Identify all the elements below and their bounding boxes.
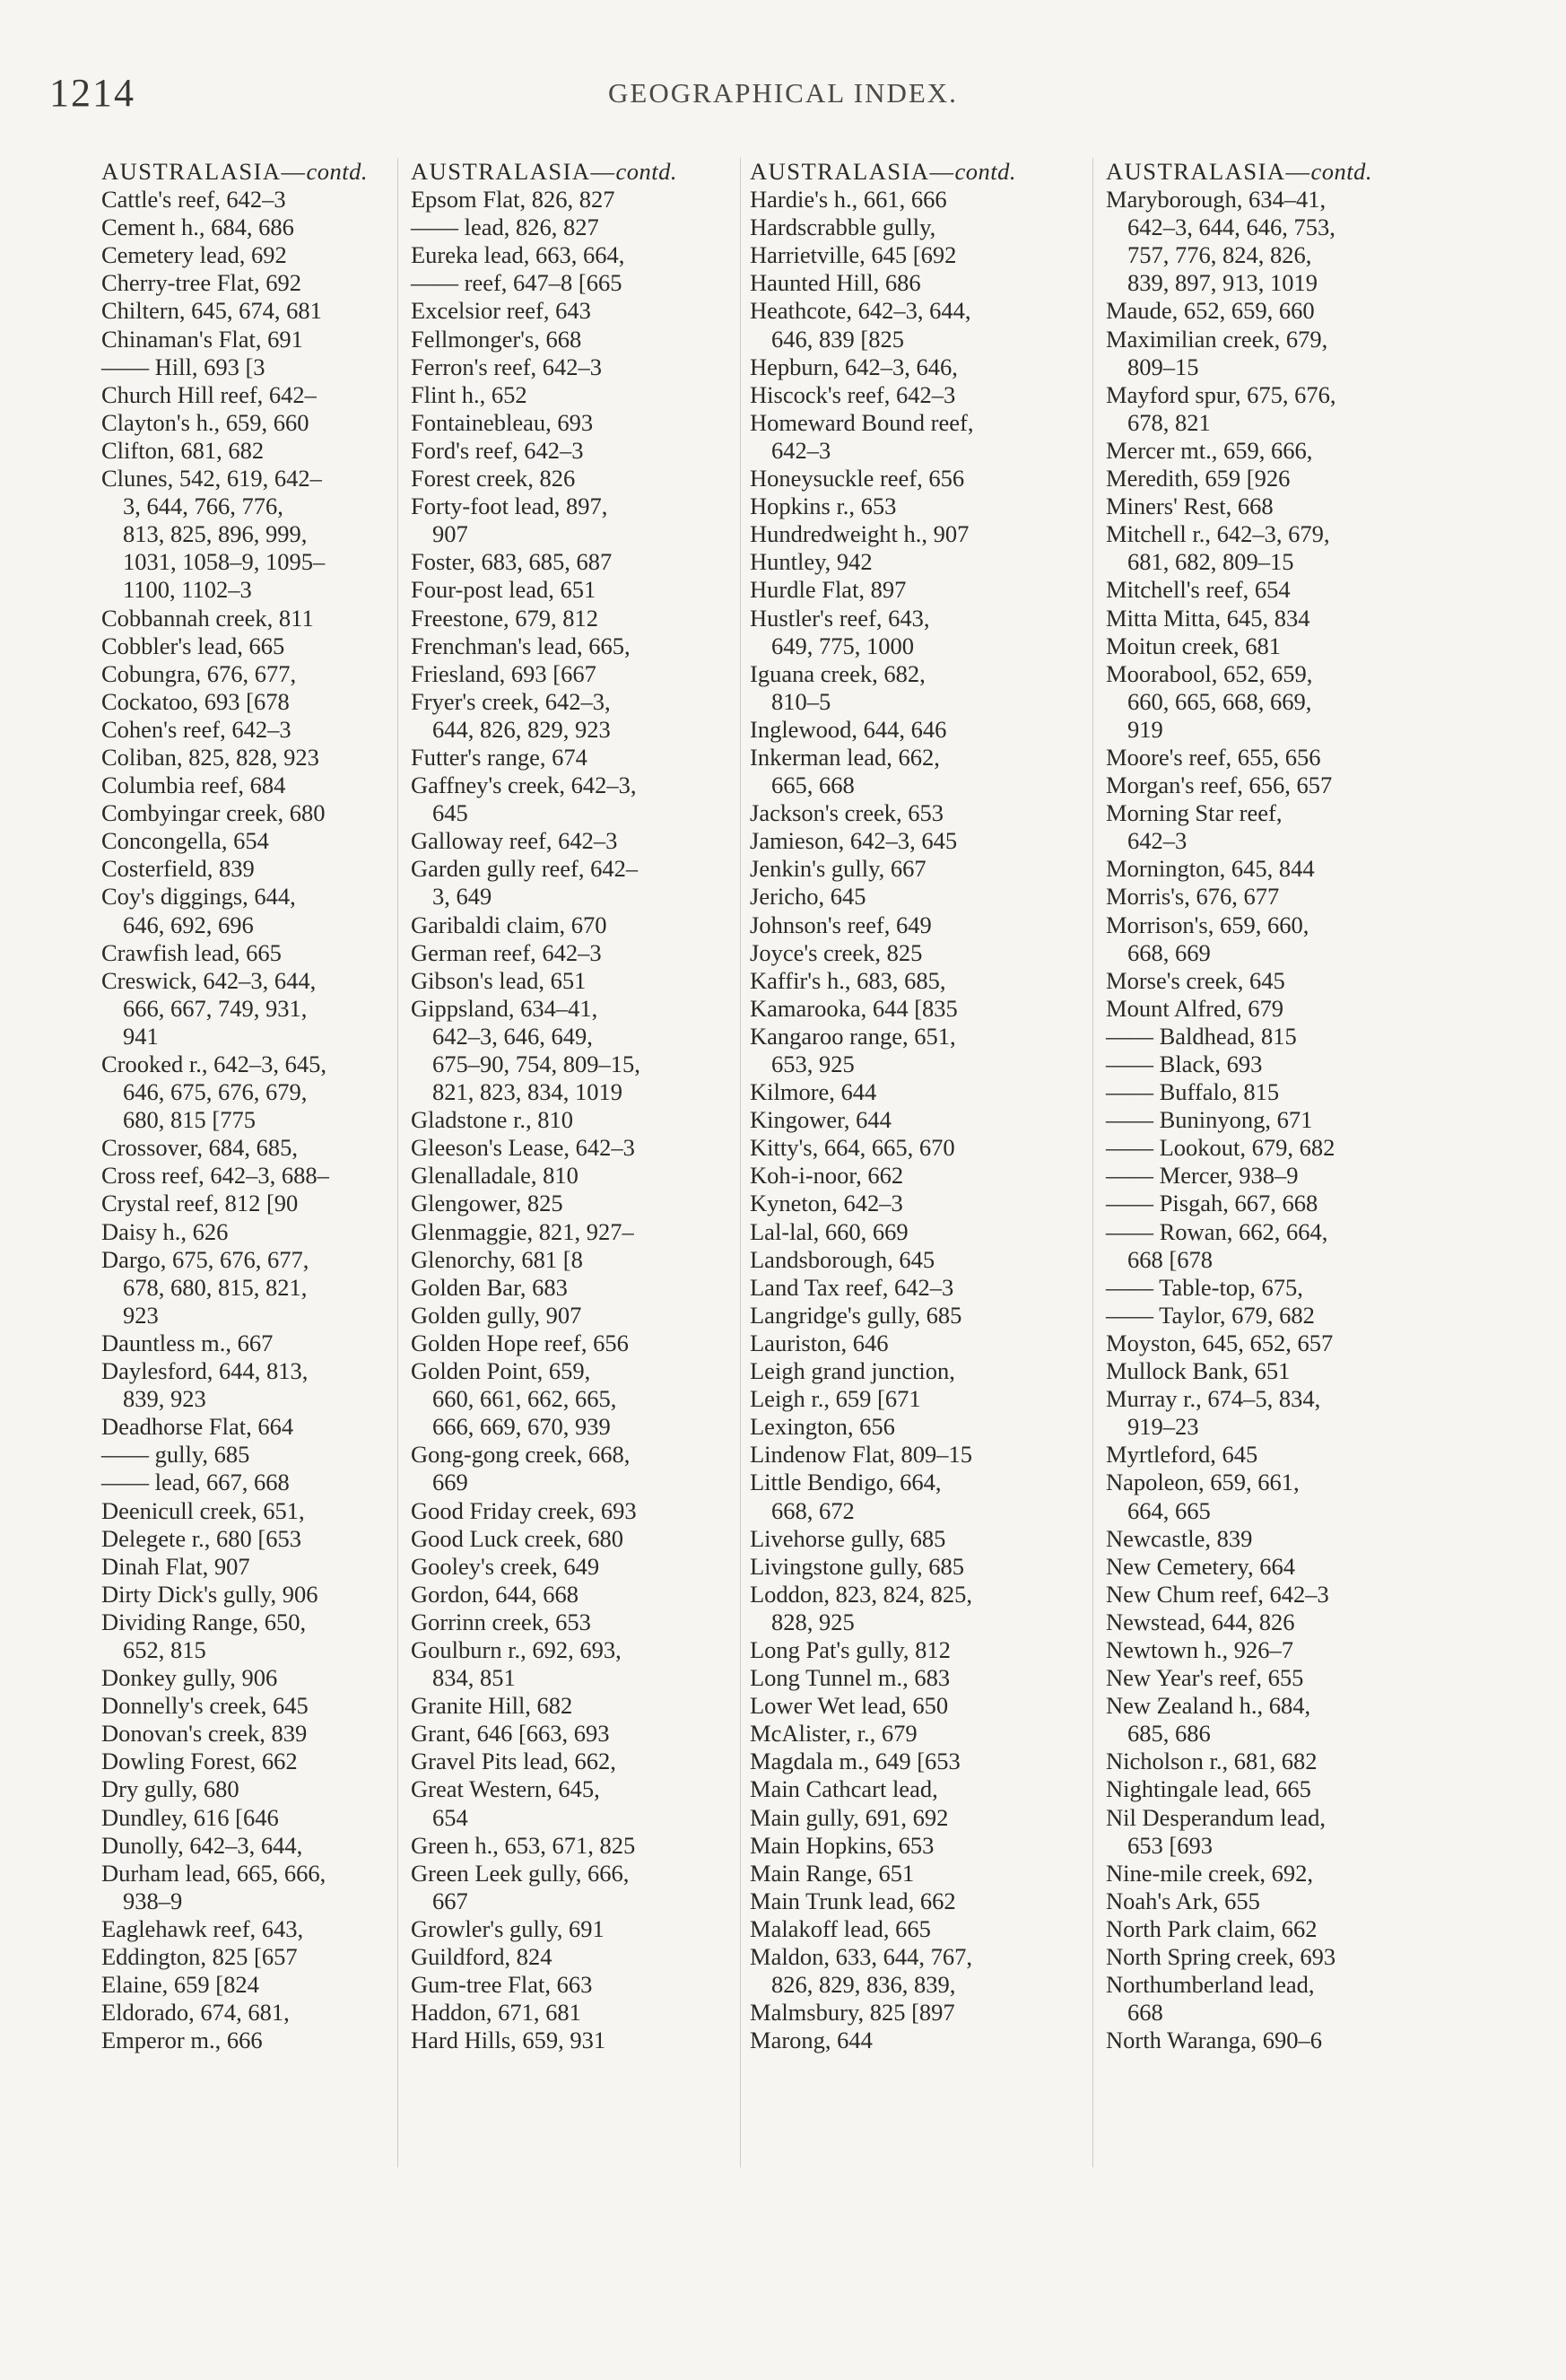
region-heading — [750, 158, 1082, 186]
index-entry: Gorrinn creek, 653 — [411, 1608, 591, 1635]
index-entry: Glengower, 825 — [411, 1190, 563, 1217]
index-entry: Jenkin's gully, 667 — [750, 855, 927, 883]
index-entry-continuation: 685, 686 — [1127, 1720, 1211, 1748]
index-entry: Mayford spur, 675, 676, — [1106, 380, 1336, 408]
index-entry: Moorabool, 652, 659, — [1106, 659, 1313, 687]
index-column-1 — [101, 158, 433, 2054]
index-entry-continuation: 645 — [432, 799, 468, 827]
index-entry: Crossover, 684, 685, — [101, 1134, 299, 1162]
index-entry: —— lead, 667, 668 — [101, 1469, 290, 1496]
index-entry: Langridge's gully, 685 — [750, 1301, 962, 1329]
column-divider — [1092, 158, 1093, 2167]
index-entry-continuation: 810–5 — [771, 687, 831, 715]
index-entry: Eaglehawk reef, 643, — [101, 1914, 304, 1942]
index-entry: Eureka lead, 663, 664, — [411, 241, 625, 269]
index-entry: Haddon, 671, 681 — [411, 1999, 581, 2027]
index-entry: Clayton's h., 659, 660 — [101, 408, 309, 436]
index-entry: Goulburn r., 692, 693, — [411, 1635, 622, 1663]
index-entry: Hardscrabble gully, — [750, 214, 936, 241]
index-entry: Fontainebleau, 693 — [411, 408, 594, 436]
index-entry: Donnelly's creek, 645 — [101, 1692, 309, 1720]
index-entry-continuation: 653, 925 — [771, 1051, 855, 1077]
index-entry: Dividing Range, 650, — [101, 1608, 307, 1635]
index-entry: Jackson's creek, 653 — [750, 799, 944, 827]
index-entry: Lal-lal, 660, 669 — [750, 1217, 909, 1245]
index-entry: New Chum reef, 642–3 — [1106, 1580, 1329, 1608]
index-entry: Marong, 644 — [750, 2027, 873, 2054]
index-entry: Clifton, 681, 682 — [101, 436, 265, 464]
index-entry: Deadhorse Flat, 664 — [101, 1413, 294, 1441]
index-entry: Epsom Flat, 826, 827 — [411, 186, 615, 214]
index-entry: Hard Hills, 659, 931 — [411, 2027, 606, 2054]
index-entry: Morning Star reef, — [1106, 799, 1283, 827]
index-entry: Church Hill reef, 642– — [101, 380, 317, 408]
index-entry: North Waranga, 690–6 — [1106, 2027, 1322, 2054]
index-entry-continuation: 654 — [432, 1803, 468, 1831]
index-entry: Friesland, 693 [667 — [411, 659, 596, 687]
index-entry: Forty-foot lead, 897, — [411, 493, 608, 520]
index-entry-continuation: 652, 815 — [123, 1635, 206, 1663]
index-entry: Glenorchy, 681 [8 — [411, 1245, 583, 1273]
index-entry: Dauntless m., 667 — [101, 1329, 274, 1356]
index-entry: Gippsland, 634–41, — [411, 994, 598, 1022]
index-entry: Crawfish lead, 665 — [101, 938, 282, 966]
index-entry: New Zealand h., 684, — [1106, 1692, 1311, 1720]
index-entry: Donkey gully, 906 — [101, 1664, 278, 1692]
index-entry: Morrison's, 659, 660, — [1106, 911, 1309, 938]
index-entry: Green h., 653, 671, 825 — [411, 1831, 636, 1859]
index-entry-continuation: 668, 672 — [771, 1496, 855, 1524]
index-entry: Hopkins r., 653 — [750, 493, 897, 520]
index-column-2 — [411, 158, 743, 2054]
index-entry: Clunes, 542, 619, 642– — [101, 465, 322, 493]
index-entry: Cobbler's lead, 665 — [101, 632, 285, 659]
index-entry: Maryborough, 634–41, — [1106, 186, 1327, 214]
index-entry: Dundley, 616 [646 — [101, 1803, 279, 1831]
index-entry: Napoleon, 659, 661, — [1106, 1469, 1300, 1496]
index-entry-continuation: 1100, 1102–3 — [123, 576, 252, 604]
region-heading — [101, 158, 433, 186]
index-entry: Meredith, 659 [926 — [1106, 465, 1291, 493]
index-entry: Hepburn, 642–3, 646, — [750, 353, 958, 380]
index-entry: Hiscock's reef, 642–3 — [750, 380, 956, 408]
index-entry: Freestone, 679, 812 — [411, 604, 599, 632]
index-entry-continuation: 642–3, 646, 649, — [432, 1022, 593, 1050]
index-entry-continuation: 826, 829, 836, 839, — [771, 1971, 956, 1999]
index-entry: Joyce's creek, 825 — [750, 938, 923, 966]
index-entry: Lindenow Flat, 809–15 — [750, 1441, 973, 1469]
index-entry: North Spring creek, 693 — [1106, 1943, 1336, 1970]
index-entry: Cobbannah creek, 811 — [101, 604, 314, 632]
index-entry: Huntley, 942 — [750, 548, 873, 576]
index-entry: Johnson's reef, 649 — [750, 911, 932, 938]
index-entry: McAlister, r., 679 — [750, 1720, 918, 1748]
index-entry: Dry gully, 680 — [101, 1775, 239, 1803]
index-entry: Landsborough, 645 — [750, 1245, 935, 1273]
index-entry: Frenchman's lead, 665, — [411, 632, 631, 659]
index-entry: —— Mercer, 938–9 — [1106, 1162, 1299, 1190]
index-entry: —— Rowan, 662, 664, — [1106, 1217, 1328, 1245]
index-entry: Cobungra, 676, 677, — [101, 659, 297, 687]
index-entry: Gum-tree Flat, 663 — [411, 1971, 593, 1999]
index-entry: Ford's reef, 642–3 — [411, 436, 584, 464]
index-entry: Good Friday creek, 693 — [411, 1496, 637, 1524]
region-name: AUSTRALASIA— — [1106, 158, 1311, 185]
index-entry: Maximilian creek, 679, — [1106, 325, 1328, 353]
index-entry: Granite Hill, 682 — [411, 1692, 573, 1720]
index-entry: Myrtleford, 645 — [1106, 1441, 1258, 1469]
index-entry: Moyston, 645, 652, 657 — [1106, 1329, 1334, 1356]
index-entry: Land Tax reef, 642–3 — [750, 1273, 954, 1301]
index-entry: Cohen's reef, 642–3 — [101, 715, 291, 743]
index-entry: —— Buninyong, 671 — [1106, 1106, 1313, 1134]
index-entry: Donovan's creek, 839 — [101, 1720, 308, 1748]
index-entry-continuation: 919 — [1127, 715, 1163, 743]
index-entry: Gravel Pits lead, 662, — [411, 1748, 616, 1775]
region-heading — [1106, 158, 1438, 186]
index-entry: Livingstone gully, 685 — [750, 1552, 964, 1580]
index-entry: Gibson's lead, 651 — [411, 966, 587, 994]
index-entry: Nil Desperandum lead, — [1106, 1803, 1327, 1831]
index-entry-continuation: 653 [693 — [1127, 1831, 1213, 1859]
index-entry: Dowling Forest, 662 — [101, 1748, 298, 1775]
index-entry: Garibaldi claim, 670 — [411, 911, 607, 938]
index-entry: Cemetery lead, 692 — [101, 241, 287, 269]
index-entry: Main Range, 651 — [750, 1859, 915, 1887]
index-entry: Mount Alfred, 679 — [1106, 994, 1283, 1022]
index-entry: —— Lookout, 679, 682 — [1106, 1134, 1335, 1162]
index-entry: Main Hopkins, 653 — [750, 1831, 935, 1859]
index-entry: Mullock Bank, 651 — [1106, 1357, 1291, 1385]
index-entry: Flint h., 652 — [411, 380, 527, 408]
index-entry: Columbia reef, 684 — [101, 772, 286, 799]
index-entry: Kyneton, 642–3 — [750, 1190, 903, 1217]
index-entry: Galloway reef, 642–3 — [411, 827, 618, 855]
index-entry: Cross reef, 642–3, 688– — [101, 1162, 329, 1190]
index-entry: Crooked r., 642–3, 645, — [101, 1051, 326, 1077]
region-contd: contd. — [1310, 158, 1373, 185]
index-entry-continuation: 923 — [123, 1301, 159, 1329]
index-entry: Golden Point, 659, — [411, 1357, 591, 1385]
index-entry-continuation: 907 — [432, 520, 468, 548]
index-entry: Leigh grand junction, — [750, 1357, 955, 1385]
index-entry: Morse's creek, 645 — [1106, 966, 1285, 994]
index-entry: Koh-i-noor, 662 — [750, 1162, 904, 1190]
index-entry: Growler's gully, 691 — [411, 1914, 605, 1942]
index-entry-continuation: 821, 823, 834, 1019 — [432, 1078, 622, 1106]
index-entry-continuation: 938–9 — [123, 1887, 183, 1914]
index-entry-continuation: 809–15 — [1127, 353, 1199, 380]
index-entry-continuation: 646, 692, 696 — [123, 911, 254, 938]
region-name: AUSTRALASIA— — [750, 158, 955, 185]
region-name: AUSTRALASIA— — [101, 158, 307, 185]
index-entry: Iguana creek, 682, — [750, 659, 926, 687]
index-entry: Daylesford, 644, 813, — [101, 1357, 309, 1385]
index-entry: Concongella, 654 — [101, 827, 269, 855]
index-entry: Maude, 652, 659, 660 — [1106, 297, 1315, 325]
index-entry-continuation: 667 — [432, 1887, 468, 1914]
index-entry: Lexington, 656 — [750, 1413, 895, 1441]
index-entry: Malmsbury, 825 [897 — [750, 1999, 955, 2027]
index-entry: Golden Bar, 683 — [411, 1273, 568, 1301]
index-entry: Kilmore, 644 — [750, 1078, 877, 1106]
index-entry-continuation: 668 [678 — [1127, 1245, 1213, 1273]
index-entry: Daisy h., 626 — [101, 1217, 229, 1245]
index-entry: Eldorado, 674, 681, — [101, 1999, 290, 2027]
index-entry: Loddon, 823, 824, 825, — [750, 1580, 973, 1608]
index-entry: Nicholson r., 681, 682 — [1106, 1748, 1318, 1775]
index-entry: —— Hill, 693 [3 — [101, 353, 265, 380]
index-entry-continuation: 666, 669, 670, 939 — [432, 1413, 611, 1441]
index-entry: Delegete r., 680 [653 — [101, 1524, 301, 1552]
index-entry: Costerfield, 839 — [101, 855, 255, 883]
index-entry: Gaffney's creek, 642–3, — [411, 772, 637, 799]
index-entry: Glenalladale, 810 — [411, 1162, 579, 1190]
index-entry-continuation: 813, 825, 896, 999, — [123, 520, 308, 548]
index-entry: Heathcote, 642–3, 644, — [750, 297, 971, 325]
index-entry: Homeward Bound reef, — [750, 408, 974, 436]
index-column-4 — [1106, 158, 1438, 2054]
index-entry: —— Buffalo, 815 — [1106, 1078, 1280, 1106]
index-entry: —— Table-top, 675, — [1106, 1273, 1303, 1301]
index-entry: Hurdle Flat, 897 — [750, 576, 907, 604]
index-entry: Main Cathcart lead, — [750, 1775, 938, 1803]
index-entry: —— Pisgah, 667, 668 — [1106, 1190, 1318, 1217]
index-entry: Newstead, 644, 826 — [1106, 1608, 1295, 1635]
index-entry: Elaine, 659 [824 — [101, 1971, 259, 1999]
index-entry: Durham lead, 665, 666, — [101, 1859, 326, 1887]
region-name: AUSTRALASIA— — [411, 158, 616, 185]
index-entry-continuation: 649, 775, 1000 — [771, 632, 914, 659]
index-entry: Noah's Ark, 655 — [1106, 1887, 1260, 1914]
index-entry: Mitchell's reef, 654 — [1106, 576, 1291, 604]
index-entry: Malakoff lead, 665 — [750, 1914, 931, 1942]
index-entry: Miners' Rest, 668 — [1106, 493, 1274, 520]
index-entry-continuation: 3, 644, 766, 776, — [123, 493, 283, 520]
index-entry-continuation: 680, 815 [775 — [123, 1106, 256, 1134]
index-entry: —— Black, 693 — [1106, 1051, 1263, 1077]
index-entry: Four-post lead, 651 — [411, 576, 596, 604]
index-entry: Kangaroo range, 651, — [750, 1022, 956, 1050]
index-columns — [101, 158, 1501, 2356]
index-entry: Gladstone r., 810 — [411, 1106, 574, 1134]
index-entry: —— lead, 826, 827 — [411, 214, 599, 241]
index-entry: Glenmaggie, 821, 927– — [411, 1217, 634, 1245]
index-entry-continuation: 757, 776, 824, 826, — [1127, 241, 1312, 269]
index-entry: Magdala m., 649 [653 — [750, 1748, 961, 1775]
index-entry: Haunted Hill, 686 — [750, 269, 921, 297]
index-entry: Newtown h., 926–7 — [1106, 1635, 1294, 1663]
index-entry-continuation: 941 — [123, 1022, 159, 1050]
index-entry-continuation: 675–90, 754, 809–15, — [432, 1051, 640, 1077]
index-entry-continuation: 681, 682, 809–15 — [1127, 548, 1294, 576]
index-entry-continuation: 669 — [432, 1469, 468, 1496]
index-entry: Deenicull creek, 651, — [101, 1496, 305, 1524]
index-entry: Main gully, 691, 692 — [750, 1803, 949, 1831]
index-entry: Moore's reef, 655, 656 — [1106, 743, 1321, 771]
index-entry: —— Baldhead, 815 — [1106, 1022, 1297, 1050]
index-entry-continuation: 839, 897, 913, 1019 — [1127, 269, 1318, 297]
index-entry: Little Bendigo, 664, — [750, 1469, 942, 1496]
index-entry: Moitun creek, 681 — [1106, 632, 1282, 659]
index-entry: Chinaman's Flat, 691 — [101, 325, 303, 353]
index-entry: Mercer mt., 659, 666, — [1106, 436, 1313, 464]
index-entry: Chiltern, 645, 674, 681 — [101, 297, 322, 325]
index-entry: Guildford, 824 — [411, 1943, 552, 1970]
index-entry: Green Leek gully, 666, — [411, 1859, 630, 1887]
region-heading — [411, 158, 743, 186]
index-entry-continuation: 828, 925 — [771, 1608, 855, 1635]
index-entry: Dunolly, 642–3, 644, — [101, 1831, 303, 1859]
index-entry: Nightingale lead, 665 — [1106, 1775, 1311, 1803]
index-entry: Good Luck creek, 680 — [411, 1524, 623, 1552]
index-entry: Eddington, 825 [657 — [101, 1943, 298, 1970]
index-entry-continuation: 839, 923 — [123, 1385, 206, 1413]
index-entry-continuation: 660, 661, 662, 665, — [432, 1385, 617, 1413]
index-entry: Gleeson's Lease, 642–3 — [411, 1134, 635, 1162]
index-entry: Creswick, 642–3, 644, — [101, 966, 317, 994]
index-entry: Nine-mile creek, 692, — [1106, 1859, 1314, 1887]
index-entry: Gooley's creek, 649 — [411, 1552, 600, 1580]
index-entry: Hustler's reef, 643, — [750, 604, 930, 632]
index-entry-continuation: 668 — [1127, 1999, 1163, 2027]
index-entry: Great Western, 645, — [411, 1775, 600, 1803]
index-entry: Forest creek, 826 — [411, 465, 576, 493]
index-entry: Main Trunk lead, 662 — [750, 1887, 956, 1914]
index-entry-continuation: 642–3, 644, 646, 753, — [1127, 214, 1335, 241]
index-entry: North Park claim, 662 — [1106, 1914, 1318, 1942]
index-entry: Mitta Mitta, 645, 834 — [1106, 604, 1310, 632]
index-entry-continuation: 665, 668 — [771, 772, 855, 799]
index-entry: Emperor m., 666 — [101, 2027, 263, 2054]
index-entry: Futter's range, 674 — [411, 743, 587, 771]
index-entry: Golden Hope reef, 656 — [411, 1329, 629, 1356]
index-entry-continuation: 678, 821 — [1127, 408, 1211, 436]
index-entry: Inglewood, 644, 646 — [750, 715, 947, 743]
index-entry: Garden gully reef, 642– — [411, 855, 639, 883]
index-entry: Foster, 683, 685, 687 — [411, 548, 613, 576]
index-entry-continuation: 664, 665 — [1127, 1496, 1211, 1524]
running-head: GEOGRAPHICAL INDEX. — [608, 77, 958, 109]
index-entry: Lower Wet lead, 650 — [750, 1692, 949, 1720]
index-entry: Ferron's reef, 642–3 — [411, 353, 603, 380]
index-entry: Long Pat's gully, 812 — [750, 1635, 951, 1663]
index-entry: Mornington, 645, 844 — [1106, 855, 1315, 883]
index-entry: Maldon, 633, 644, 767, — [750, 1943, 973, 1970]
index-entry: Dirty Dick's gully, 906 — [101, 1580, 318, 1608]
index-entry: Hundredweight h., 907 — [750, 520, 970, 548]
index-entry-continuation: 666, 667, 749, 931, — [123, 994, 308, 1022]
index-entry: Coliban, 825, 828, 923 — [101, 743, 319, 771]
index-entry: Cement h., 684, 686 — [101, 214, 294, 241]
index-entry: German reef, 642–3 — [411, 938, 602, 966]
index-entry: Long Tunnel m., 683 — [750, 1664, 951, 1692]
index-entry: Hardie's h., 661, 666 — [750, 186, 947, 214]
index-entry: Cherry-tree Flat, 692 — [101, 269, 301, 297]
index-entry: New Cemetery, 664 — [1106, 1552, 1295, 1580]
index-entry: Jericho, 645 — [750, 883, 866, 911]
index-entry: New Year's reef, 655 — [1106, 1664, 1304, 1692]
index-entry: Newcastle, 839 — [1106, 1524, 1253, 1552]
index-entry: Northumberland lead, — [1106, 1971, 1315, 1999]
index-entry: Grant, 646 [663, 693 — [411, 1720, 610, 1748]
index-entry-continuation: 919–23 — [1127, 1413, 1199, 1441]
index-entry-continuation: 646, 839 [825 — [771, 325, 904, 353]
index-entry: Dinah Flat, 907 — [101, 1552, 250, 1580]
index-entry: Mitchell r., 642–3, 679, — [1106, 520, 1330, 548]
index-entry-continuation: 642–3 — [771, 436, 831, 464]
index-entry: Dargo, 675, 676, 677, — [101, 1245, 309, 1273]
index-entry-continuation: 660, 665, 668, 669, — [1127, 687, 1312, 715]
index-entry: Combyingar creek, 680 — [101, 799, 326, 827]
index-entry-continuation: 668, 669 — [1127, 938, 1211, 966]
index-entry: Honeysuckle reef, 656 — [750, 465, 965, 493]
index-entry-continuation: 834, 851 — [432, 1664, 516, 1692]
region-contd: contd. — [954, 158, 1017, 185]
index-entry: Livehorse gully, 685 — [750, 1524, 946, 1552]
index-entry: Gordon, 644, 668 — [411, 1580, 579, 1608]
index-entry: Kamarooka, 644 [835 — [750, 994, 958, 1022]
index-column-3 — [750, 158, 1082, 2054]
index-entry: —— Taylor, 679, 682 — [1106, 1301, 1315, 1329]
index-entry-continuation: 646, 675, 676, 679, — [123, 1078, 308, 1106]
index-entry: Morgan's reef, 656, 657 — [1106, 772, 1333, 799]
index-entry: Crystal reef, 812 [90 — [101, 1190, 299, 1217]
index-entry-continuation: 3, 649 — [432, 883, 492, 911]
index-entry: —— gully, 685 — [101, 1441, 250, 1469]
index-entry: Harrietville, 645 [692 — [750, 241, 957, 269]
region-contd: contd. — [306, 158, 369, 185]
index-entry: Cattle's reef, 642–3 — [101, 186, 286, 214]
index-entry: —— reef, 647–8 [665 — [411, 269, 622, 297]
index-entry: Morris's, 676, 677 — [1106, 883, 1280, 911]
index-entry: Fellmonger's, 668 — [411, 325, 582, 353]
index-entry: Kaffir's h., 683, 685, — [750, 966, 946, 994]
region-contd: contd. — [615, 158, 678, 185]
index-entry: Jamieson, 642–3, 645 — [750, 827, 958, 855]
index-entry: Kingower, 644 — [750, 1106, 892, 1134]
index-entry: Murray r., 674–5, 834, — [1106, 1385, 1321, 1413]
index-entry-continuation: 644, 826, 829, 923 — [432, 715, 611, 743]
page-number: 1214 — [49, 71, 135, 115]
index-entry: Excelsior reef, 643 — [411, 297, 591, 325]
index-entry: Kitty's, 664, 665, 670 — [750, 1134, 955, 1162]
page-header — [0, 70, 1566, 124]
index-entry-continuation: 678, 680, 815, 821, — [123, 1273, 308, 1301]
index-entry: Gong-gong creek, 668, — [411, 1441, 631, 1469]
index-entry: Fryer's creek, 642–3, — [411, 687, 611, 715]
index-entry-continuation: 642–3 — [1127, 827, 1188, 855]
index-entry: Cockatoo, 693 [678 — [101, 687, 290, 715]
index-entry: Lauriston, 646 — [750, 1329, 889, 1356]
index-entry: Coy's diggings, 644, — [101, 883, 296, 911]
index-entry-continuation: 1031, 1058–9, 1095– — [123, 548, 326, 576]
index-entry: Inkerman lead, 662, — [750, 743, 940, 771]
index-entry: Leigh r., 659 [671 — [750, 1385, 921, 1413]
index-entry: Golden gully, 907 — [411, 1301, 582, 1329]
